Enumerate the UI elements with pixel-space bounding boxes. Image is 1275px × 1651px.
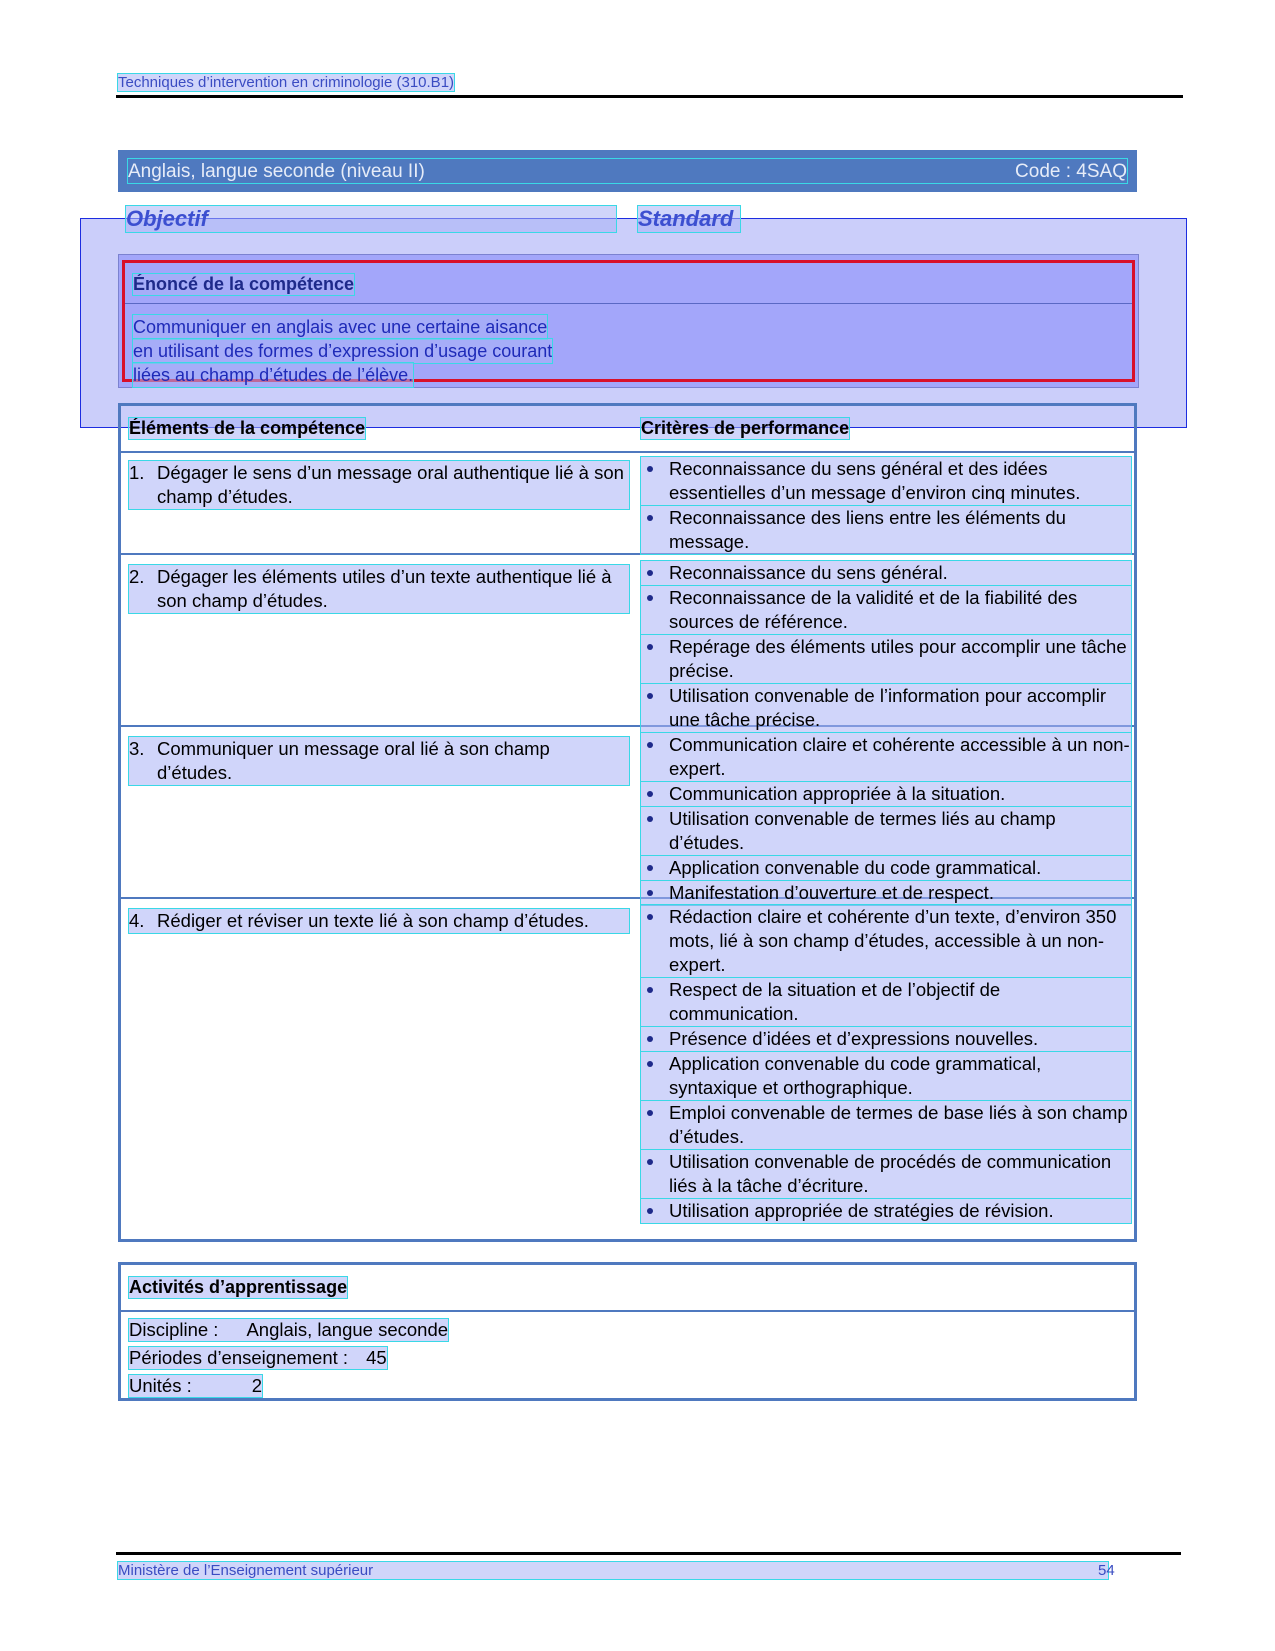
element-number: 1. [129,462,145,483]
footer-ministry: Ministère de l’Enseignement supérieur [118,1562,1108,1579]
criteria-list [641,905,1131,1224]
list-item: Communication appropriée à la situation. [641,782,1131,806]
element-number: 2. [129,566,145,587]
list-item: Manifestation d’ouverture et de respect. [641,881,1131,905]
standard-heading: Standard [638,206,740,232]
header-rule [116,95,1183,98]
list-item: Application convenable du code grammatical. [641,856,1131,880]
list-item: Respect de la situation et de l’objectif de communication. [641,978,1131,1026]
objectif-heading: Objectif [126,206,616,232]
discipline-row [129,1319,448,1341]
units-label: Unités : [129,1375,192,1396]
element-number: 3. [129,738,145,759]
element-number: 4. [129,910,145,931]
criteria-heading: Critères de performance [641,418,850,438]
periods-row [129,1347,387,1369]
table-row [121,555,1134,730]
list-item: Emploi convenable de termes de base liés à son champ d’études. [641,1101,1131,1149]
enonce-header [125,263,1132,304]
element-text [129,461,629,509]
table-row [121,727,1134,903]
list-item: Reconnaissance du sens général. [641,561,1131,585]
list-item: Rédaction claire et cohérente d’un texte, d’environ 350 mots, lié à son champ d’études, accessible à un non-expert. [641,905,1131,977]
enonce-text [133,315,613,387]
enonce-box [118,254,1139,388]
element-label: Rédiger et réviser un texte lié à son champ d’études. [157,910,589,931]
discipline-value: Anglais, langue seconde [246,1319,449,1340]
element-label: Communiquer un message oral lié à son champ d’études. [157,738,550,783]
list-item: Application convenable du code grammatical, syntaxique et orthographique. [641,1052,1131,1100]
periods-value: 45 [366,1347,387,1368]
enonce-line: en utilisant des formes d’expression d’usage courant [133,341,553,361]
enonce-frame [122,260,1135,385]
activities-heading: Activités d’apprentissage [129,1277,348,1297]
running-header: Techniques d’intervention en criminologie (310.B1) [118,74,455,91]
enonce-line: liées au champ d’études de l’élève. [133,365,414,385]
activities-box [118,1262,1137,1401]
enonce-heading: Énoncé de la compétence [133,274,355,294]
list-item: Reconnaissance du sens général et des idées essentielles d’un message d’environ cinq minutes. [641,457,1131,505]
periods-label: Périodes d’enseignement : [129,1347,349,1368]
enonce-line: Communiquer en anglais avec une certaine aisance [133,317,548,337]
list-item: Utilisation convenable de procédés de communication liés à la tâche d’écriture. [641,1150,1131,1198]
list-item: Reconnaissance des liens entre les éléments du message. [641,506,1131,554]
list-item: Utilisation convenable de termes liés au champ d’études. [641,807,1131,855]
element-text [129,565,629,613]
criteria-list [641,457,1131,555]
list-item: Communication claire et cohérente accessible à un non-expert. [641,733,1131,781]
table-row [121,451,1134,555]
list-item: Utilisation appropriée de stratégies de révision. [641,1199,1131,1223]
criteria-table-header [121,406,1134,453]
course-title: Anglais, langue seconde (niveau II) [128,161,425,182]
list-item: Utilisation convenable de l’information pour accomplir une tâche précise. [641,684,1131,732]
discipline-label: Discipline : [129,1319,219,1340]
elements-heading: Éléments de la compétence [129,418,366,438]
list-item: Présence d’idées et d’expressions nouvelles. [641,1027,1131,1051]
page-number: 54 [1098,1562,1115,1579]
list-item: Repérage des éléments utiles pour accomplir une tâche précise. [641,635,1131,683]
table-row [121,899,1134,1239]
units-value: 2 [251,1375,263,1396]
criteria-table [118,403,1137,1242]
footer-rule [116,1552,1181,1555]
criteria-list [641,733,1131,906]
element-text [129,737,629,785]
element-text [129,909,629,933]
course-title-bar [118,150,1137,192]
activities-header [121,1265,1134,1312]
element-label: Dégager le sens d’un message oral authentique lié à son champ d’études. [157,462,624,507]
criteria-list [641,561,1131,733]
list-item: Reconnaissance de la validité et de la fiabilité des sources de référence. [641,586,1131,634]
element-label: Dégager les éléments utiles d’un texte authentique lié à son champ d’études. [157,566,612,611]
course-code: Code : 4SAQ [1015,161,1127,182]
units-row [129,1375,262,1397]
